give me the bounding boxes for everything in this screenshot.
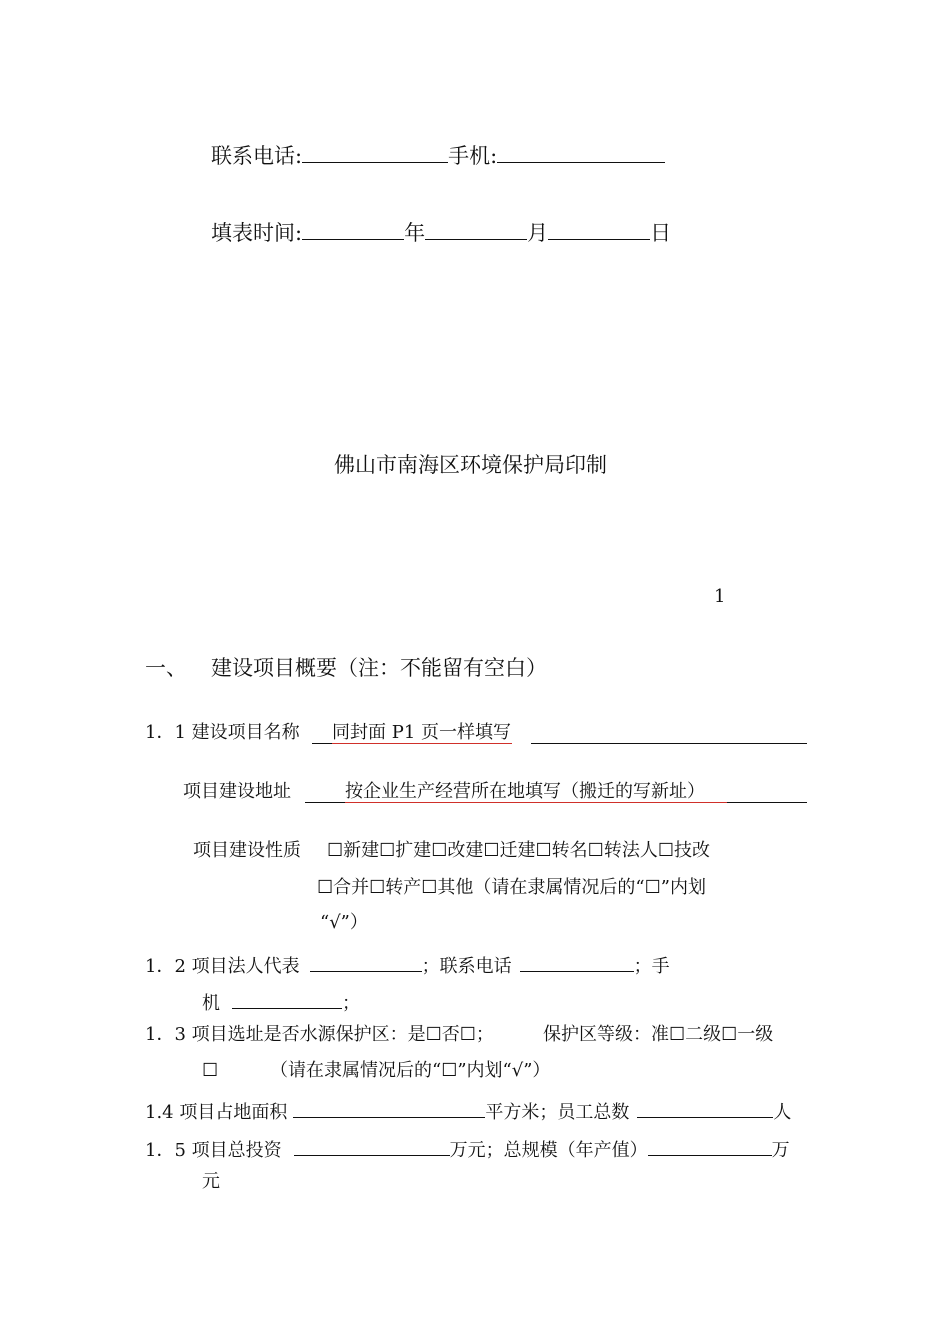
staff-count-field[interactable] (637, 1099, 773, 1118)
item-1-1-underline-lead (312, 743, 332, 744)
phone-label: 联系电话: (211, 144, 303, 168)
legal-rep-field[interactable] (310, 953, 422, 972)
mobile-field[interactable] (497, 142, 665, 163)
item-1-2-sep: ；联系电话 (421, 956, 512, 977)
nature-options-line3: “√”） (320, 912, 368, 933)
item-1-4-unit: 平方米；员工总数 (485, 1102, 630, 1123)
item-1-1-label: 1．1 建设项目名称 (145, 722, 300, 743)
item-1-4-label: 1.4 项目占地面积 (145, 1102, 288, 1123)
day-field[interactable] (548, 219, 650, 240)
section-heading: 建设项目概要（注：不能留有空白） (211, 656, 547, 680)
item-1-2-row2 (202, 990, 360, 1013)
item-1-5-unit: 万元；总规模（年产值） (449, 1140, 648, 1161)
item-1-5-row (145, 1137, 790, 1160)
item-1-1-value[interactable]: 同封面 P1 页一样填写 (332, 722, 512, 743)
printer-line: 佛山市南海区环境保护局印制 (334, 453, 607, 477)
phone-field[interactable] (302, 142, 448, 163)
address-value[interactable]: 按企业生产经营所在地填写（搬迁的写新址） (345, 781, 705, 802)
month-field[interactable] (425, 219, 527, 240)
legal-phone-field[interactable] (520, 953, 634, 972)
item-1-2-sep2: ；手 (633, 956, 670, 977)
annual-output-field[interactable] (648, 1137, 772, 1156)
item-1-3-note: （请在隶属情况后的“☐”内划“√”） (270, 1060, 551, 1081)
date-label: 填表时间: (211, 221, 303, 245)
item-1-2-row (145, 953, 670, 976)
section-heading-number: 一、 (145, 656, 187, 680)
item-1-3-level[interactable]: 保护区等级：准☐二级☐一级 (543, 1024, 774, 1045)
item-1-2-label: 1．2 项目法人代表 (145, 956, 300, 977)
item-1-2-end: ； (342, 993, 360, 1014)
item-1-5-end: 万 (771, 1140, 790, 1161)
legal-mobile-field[interactable] (232, 990, 342, 1009)
item-1-5-yuan: 元 (202, 1171, 220, 1192)
item-1-5-label: 1．5 项目总投资 (145, 1140, 282, 1161)
item-1-1-red-underline (332, 743, 512, 744)
page-number: 1 (714, 586, 726, 607)
year-label: 年 (404, 221, 426, 245)
nature-options-line2[interactable]: ☐合并☐转产☐其他（请在隶属情况后的“☐”内划 (317, 877, 706, 898)
item-1-1-underline-tail[interactable] (531, 743, 807, 744)
total-investment-field[interactable] (294, 1137, 450, 1156)
phone-row (211, 142, 665, 167)
item-1-4-end: 人 (773, 1102, 792, 1123)
address-underline-lead (305, 802, 345, 803)
item-1-4-row (145, 1099, 791, 1122)
nature-options-line1[interactable]: ☐新建☐扩建☐改建☐迁建☐转名☐转法人☐技改 (327, 840, 710, 861)
year-field[interactable] (302, 219, 404, 240)
address-red-underline (345, 802, 727, 803)
item-1-3-box[interactable]: ☐ (202, 1060, 219, 1081)
address-underline-tail (727, 802, 807, 803)
land-area-field[interactable] (293, 1099, 485, 1118)
item-1-2-ji: 机 (202, 993, 220, 1014)
address-label: 项目建设地址 (183, 781, 291, 802)
day-label: 日 (650, 221, 672, 245)
mobile-label: 手机: (448, 144, 498, 168)
month-label: 月 (527, 221, 549, 245)
nature-label: 项目建设性质 (193, 840, 301, 861)
date-row (211, 219, 671, 244)
item-1-3-text[interactable]: 1．3 项目选址是否水源保护区：是☐否☐； (145, 1024, 494, 1045)
